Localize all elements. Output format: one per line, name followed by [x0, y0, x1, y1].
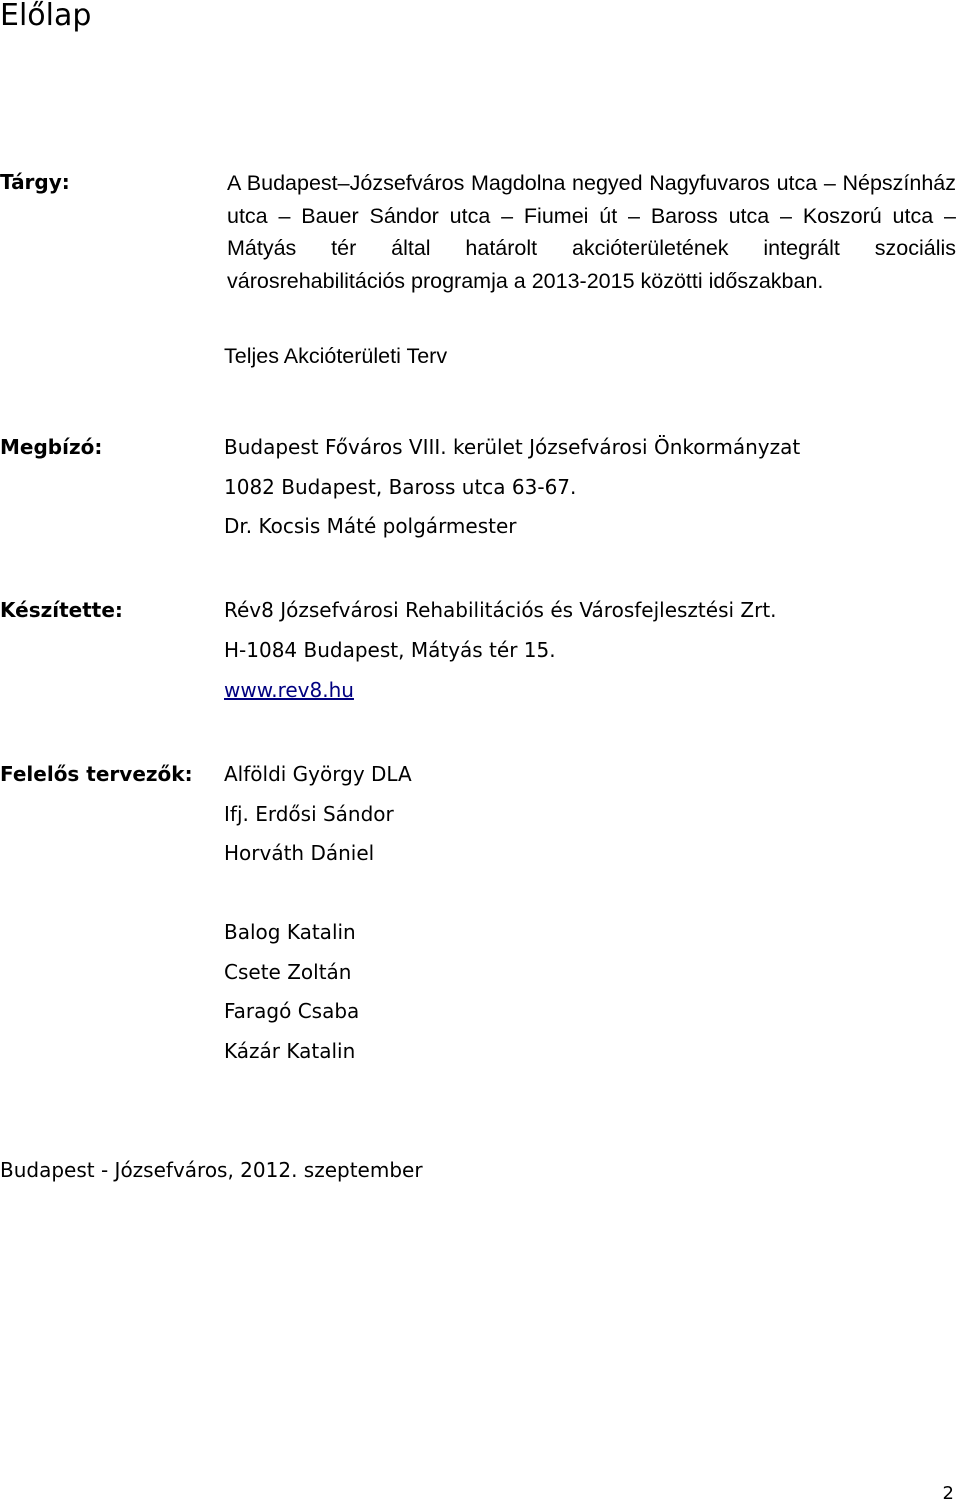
- page-number: 2: [942, 1483, 954, 1504]
- client-representative: Dr. Kocsis Máté polgármester: [224, 514, 517, 538]
- document-subtitle: Teljes Akcióterületi Terv: [224, 344, 448, 368]
- team-member: Faragó Csaba: [224, 999, 360, 1023]
- company-address: H-1084 Budapest, Mátyás tér 15.: [224, 638, 556, 662]
- client-label: Megbízó:: [0, 435, 103, 459]
- company-website-link[interactable]: www.rev8.hu: [224, 678, 354, 702]
- team-member: Csete Zoltán: [224, 960, 352, 984]
- client-address: 1082 Budapest, Baross utca 63-67.: [224, 475, 577, 499]
- page-title: Előlap: [0, 0, 92, 33]
- company-name: Rév8 Józsefvárosi Rehabilitációs és Városfejlesztési Zrt.: [224, 598, 777, 622]
- client-name: Budapest Főváros VIII. kerület Józsefvárosi Önkormányzat: [224, 435, 801, 459]
- designers-label: Felelős tervezők:: [0, 762, 193, 786]
- prepared-by-label: Készítette:: [0, 598, 123, 622]
- team-member: Kázár Katalin: [224, 1039, 356, 1063]
- lead-designer: Horváth Dániel: [224, 841, 375, 865]
- place-and-date: Budapest - Józsefváros, 2012. szeptember: [0, 1158, 423, 1182]
- team-member: Balog Katalin: [224, 920, 356, 944]
- lead-designer: Alföldi György DLA: [224, 762, 412, 786]
- subject-label: Tárgy:: [0, 170, 70, 194]
- lead-designer: Ifj. Erdősi Sándor: [224, 802, 394, 826]
- subject-text: A Budapest–Józsefváros Magdolna negyed Nagyfuvaros utca – Népszínház utca – Bauer Sándor utca – Fiumei út – Baross utca – Koszorú utca – Mátyás tér által határolt akcióterületének integrált szociális városrehabilitációs programja a 2013-2015 közötti időszakban.: [227, 171, 956, 293]
